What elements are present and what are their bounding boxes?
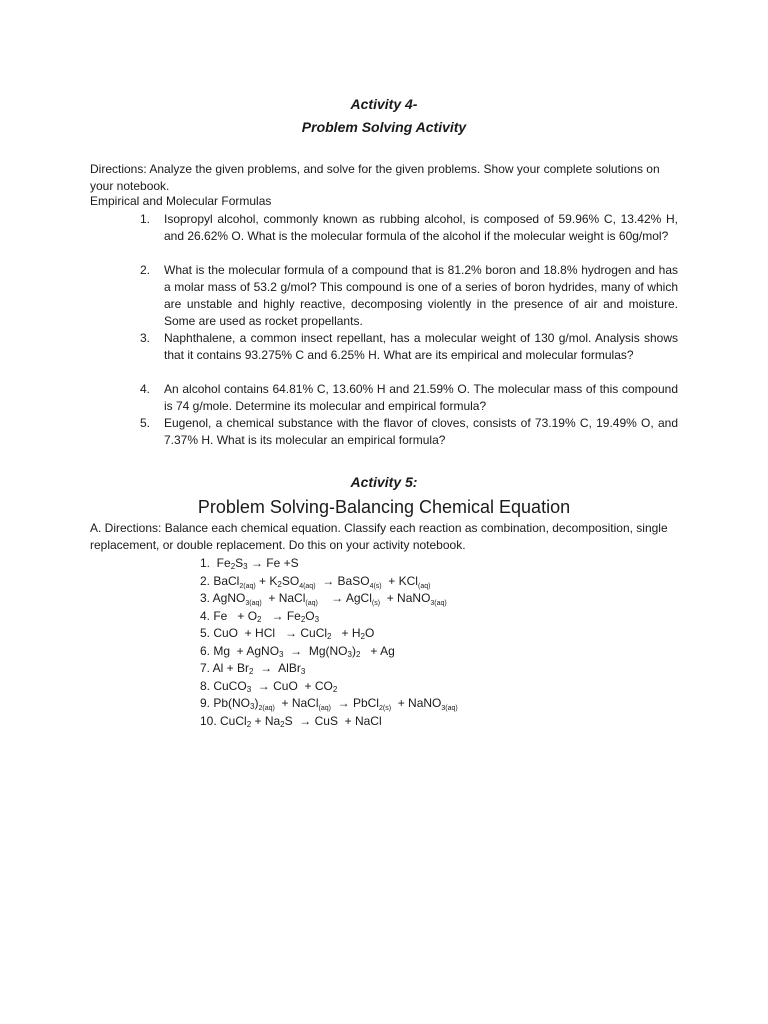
equation-subscript: 2 xyxy=(355,649,361,659)
equation-subscript: 2 xyxy=(280,719,285,729)
problem-number: 4. xyxy=(140,382,151,396)
equation-text: → BaSO xyxy=(315,573,370,588)
equation-subscript: 2 xyxy=(332,684,338,694)
equation-text: 1. Fe xyxy=(200,556,231,570)
equation-item xyxy=(200,590,600,608)
list-item xyxy=(140,211,678,262)
problem-text: What is the molecular formula of a compound that is 81.2% boron and 18.8% hydrogen and has a molar mass of 53.2 g/mol? This compound is one of a series of boron hydrides, many of which are unstable and highly reactive, decomposing violently in the presence of air and moisture. Some are used as rocket propellants. xyxy=(164,263,678,328)
list-item xyxy=(140,262,678,330)
equation-text: + NaCl xyxy=(261,591,306,605)
list-item xyxy=(140,415,678,449)
activity-4-title: Activity 4- xyxy=(350,96,418,112)
equation-item xyxy=(200,625,600,643)
equation-text: O xyxy=(305,608,315,623)
equation-subscript: 2 xyxy=(300,614,306,624)
equation-text: 6. Mg + AgNO xyxy=(200,643,280,658)
equation-subscript: 2 xyxy=(257,614,262,624)
equation-text: 10. CuCl xyxy=(200,713,247,728)
equation-text: → Fe +S xyxy=(247,556,299,570)
equation-text: → Fe xyxy=(261,608,301,623)
problem-text: Naphthalene, a common insect repellant, has a molecular weight of 130 g/mol. Analysis shows that it contains 93.275% C and 6.25% H. What are its empirical and molecular formulas? xyxy=(164,331,678,362)
equation-text: + NaNO xyxy=(380,591,431,605)
equation-item xyxy=(200,695,600,713)
equation-subscript: 3 xyxy=(279,649,284,659)
problem-number: 5. xyxy=(140,416,151,430)
equation-subscript: 4(aq) xyxy=(299,582,316,590)
equation-text: → AlBr xyxy=(253,661,301,675)
equation-text: S → CuS + NaCl xyxy=(284,713,382,728)
list-item xyxy=(140,381,678,415)
equation-text: + H xyxy=(331,626,361,640)
equation-subscript: 3 xyxy=(246,684,252,694)
equation-subscript: 2 xyxy=(246,719,252,729)
equation-subscript: 2 xyxy=(360,632,365,641)
equation-text: ) xyxy=(254,696,259,710)
equation-subscript: 3 xyxy=(300,667,306,676)
equation-subscript: 3(aq) xyxy=(430,600,447,607)
activity-4-directions: Directions: Analyze the given problems, and solve for the given problems. Show your complete solutions on your notebook. xyxy=(90,162,660,193)
equation-item xyxy=(200,660,600,678)
equation-subscript: 3 xyxy=(347,649,352,659)
equation-subscript: 2 xyxy=(277,579,282,589)
activity-5-subtitle: Problem Solving-Balancing Chemical Equation xyxy=(197,497,571,517)
equation-text: S xyxy=(235,556,244,570)
equation-item xyxy=(200,573,600,591)
equation-item xyxy=(200,678,600,696)
equation-text: → CuO + CO xyxy=(251,678,333,693)
equation-list xyxy=(200,555,600,730)
equation-text: O xyxy=(364,626,375,640)
problem-list xyxy=(140,211,678,449)
equation-subscript: (s) xyxy=(371,600,381,607)
equation-text: 9. Pb(NO xyxy=(200,696,251,710)
problem-text: Isopropyl alcohol, commonly known as rubbing alcohol, is composed of 59.96% C, 13.42% H, and 26.62% O. What is the molecular formula of the alcohol if the molecular weight is 60g/mol? xyxy=(164,212,678,243)
equation-text: + Na xyxy=(251,713,281,728)
problem-text: An alcohol contains 64.81% C, 13.60% H and 21.59% O. The molecular mass of this compound is 74 g/mole. Determine its molecular and empirical formula? xyxy=(164,382,678,413)
equation-text: → AgCl xyxy=(317,591,372,605)
equation-text: + K xyxy=(255,573,278,588)
problem-text: Eugenol, a chemical substance with the flavor of cloves, consists of 73.19% C, 19.49% O, and 7.37% H. What is its molecular an empirical formula? xyxy=(164,416,678,447)
equation-subscript: 3 xyxy=(250,702,255,711)
equation-text: 3. AgNO xyxy=(200,591,246,605)
equation-text: + NaNO xyxy=(391,696,442,710)
equation-text: → Mg(NO xyxy=(283,643,348,658)
equation-text: + Ag xyxy=(360,643,395,658)
equation-subscript: 2 xyxy=(230,562,236,571)
equation-subscript: (aq) xyxy=(305,600,318,607)
problem-number: 3. xyxy=(140,331,151,345)
equation-text: + NaCl xyxy=(274,696,319,710)
equation-text: ) xyxy=(351,643,356,658)
activity-5-title: Activity 5: xyxy=(350,474,418,490)
equation-subscript: 3 xyxy=(314,614,320,624)
list-item xyxy=(140,330,678,381)
activity-4-subtitle: Problem Solving Activity xyxy=(301,119,467,135)
equation-text: 8. CuCO xyxy=(200,678,247,693)
equation-item xyxy=(200,555,600,573)
equation-subscript: 2(aq) xyxy=(239,582,256,590)
equation-text: 5. CuO + HCl → CuCl xyxy=(200,626,328,640)
section-heading: Empirical and Molecular Formulas xyxy=(90,194,272,208)
equation-subscript: 2 xyxy=(249,667,254,676)
equation-text: → PbCl xyxy=(330,696,379,710)
equation-item xyxy=(200,643,600,661)
equation-subscript: 4(s) xyxy=(369,582,382,590)
equation-item xyxy=(200,608,600,626)
equation-subscript: 3(aq) xyxy=(245,600,262,607)
equation-item xyxy=(200,713,600,731)
equation-subscript: 3(aq) xyxy=(441,705,458,712)
equation-text: + KCl xyxy=(381,573,418,588)
equation-subscript: 2(s) xyxy=(378,705,392,712)
equation-subscript: (aq) xyxy=(417,582,431,590)
equation-text: 2. BaCl xyxy=(200,573,240,588)
problem-number: 1. xyxy=(140,212,151,226)
equation-subscript: (aq) xyxy=(318,705,331,712)
equation-text: 7. Al + Br xyxy=(200,661,250,675)
equation-subscript: 2 xyxy=(327,632,332,641)
equation-subscript: 3 xyxy=(243,562,248,571)
problem-number: 2. xyxy=(140,263,151,277)
activity-5-directions: A. Directions: Balance each chemical equation. Classify each reaction as combination, decomposition, single replacement, or double replacement. Do this on your activity notebook. xyxy=(90,521,668,552)
equation-text: SO xyxy=(281,573,300,588)
equation-subscript: 2(aq) xyxy=(258,705,275,712)
equation-text: 4. Fe + O xyxy=(200,608,258,623)
